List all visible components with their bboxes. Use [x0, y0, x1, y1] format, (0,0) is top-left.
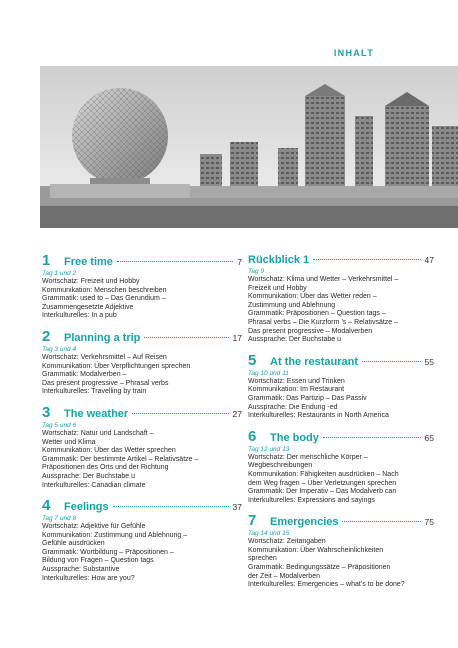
dot-leader — [313, 259, 420, 260]
topic-line: Aussprache: Der Buchstabe u — [248, 336, 341, 344]
toc-entry[interactable] — [248, 514, 434, 590]
chapter-title: Planning a trip — [64, 331, 141, 344]
topic-line: Kommunikation: Zustimmung und Ablehnung – — [42, 531, 188, 539]
topic-line: Grammatik: Präpositionen – Question tags – — [248, 310, 386, 318]
chapter-title: Free time — [64, 256, 113, 268]
chapter-title: Feelings — [64, 501, 109, 514]
topic-line: Interkulturelles: Restaurants in North America — [248, 412, 389, 420]
topic-line: Kommunikation: Über Verpflichtungen sprechen — [42, 362, 191, 370]
topic-line: Grammatik: Der bestimmte Artikel – Relativsätze – — [42, 455, 199, 463]
toc-entry-title-row[interactable] — [248, 514, 434, 529]
chapter-number: 3 — [42, 403, 51, 421]
topic-line: Interkulturelles: Emergencies – what’s to be done? — [248, 581, 405, 589]
page-number: 75 — [424, 517, 434, 528]
dot-leader — [117, 261, 233, 262]
topic-line: Kommunikation: Menschen beschreiben — [42, 286, 167, 294]
toc-entry-title-row[interactable] — [42, 327, 242, 345]
topic-line: Grammatik: Das Partizip – Das Passiv — [248, 394, 367, 402]
topic-line: Interkulturelles: Travelling by train — [42, 388, 147, 396]
topic-line: Wortschatz: Der menschliche Körper – — [248, 453, 368, 461]
topic-line: Aussprache: Der Buchstabe u — [42, 472, 135, 480]
toc-entry[interactable] — [248, 427, 434, 506]
topic-line: Das present progressive – Modalverben — [248, 327, 373, 335]
topic-line: Wetter und Klima — [42, 438, 96, 446]
topic-line: Wortschatz: Verkehrsmittel – Auf Reisen — [42, 353, 167, 361]
toc-right-column — [248, 254, 434, 599]
dot-leader — [144, 337, 228, 338]
page-number: 27 — [232, 408, 242, 419]
toc-entry-title-row[interactable] — [42, 499, 242, 514]
topic-line: dem Weg fragen – Über Verletzungen sprechen — [248, 479, 397, 487]
page-number: 37 — [232, 502, 242, 513]
topic-line: Kommunikation: Über das Wetter reden – — [248, 293, 377, 301]
dot-leader — [132, 413, 228, 414]
chapter-number: 4 — [42, 497, 51, 515]
chapter-title: Rückblick 1 — [248, 254, 310, 266]
day-tag: Tag 10 und 11 — [248, 369, 289, 377]
chapter-title: Emergencies — [270, 516, 339, 529]
chapter-title: At the restaurant — [270, 355, 359, 368]
dot-leader — [362, 361, 421, 362]
topic-line: Freizeit und Hobby — [248, 284, 307, 292]
topic-line: Kommunikation: Im Restaurant — [248, 386, 345, 394]
page-number: 55 — [424, 356, 434, 367]
toc-entry-title-row[interactable] — [42, 254, 242, 269]
toc-entry[interactable] — [248, 351, 434, 421]
topic-line: Grammatik: Modalverben – — [42, 371, 127, 379]
topic-line: Kommunikation: Über das Wetter sprechen — [42, 447, 176, 455]
topic-line: Kommunikation: Fähigkeiten ausdrücken – Nach — [248, 470, 399, 478]
toc-entry-title-row[interactable] — [248, 427, 434, 445]
topic-line: Wortschatz: Freizeit und Hobby — [42, 278, 140, 285]
topic-line: Grammatik: Wortbildung – Präpositionen – — [42, 548, 174, 556]
toc-entry[interactable] — [42, 327, 242, 397]
topic-line: sprechen — [248, 555, 277, 563]
toc-entry-title-row[interactable] — [248, 351, 434, 369]
chapter-title: The weather — [64, 407, 129, 420]
topic-line: Interkulturelles: How are you? — [42, 574, 135, 582]
day-tag: Tag 1 und 2 — [42, 270, 77, 277]
topic-line: Kommunikation: Über Wahrscheinlichkeiten — [248, 546, 384, 554]
topic-line: Wegbeschreibungen — [248, 462, 313, 470]
topic-line: Das present progressive – Phrasal verbs — [42, 379, 169, 387]
topic-line: Aussprache: Substantive — [42, 566, 120, 574]
toc-entry[interactable] — [42, 499, 242, 583]
page-title: INHALT — [333, 48, 374, 58]
city-skyline-photo — [40, 66, 458, 228]
topic-line: Wortschatz: Essen und Trinken — [248, 377, 345, 385]
topic-line: Zusammengesetzte Adjektive — [42, 303, 134, 311]
page-number: 17 — [232, 332, 242, 343]
page-number: 7 — [237, 257, 242, 267]
toc-entry[interactable] — [42, 403, 242, 490]
toc-entry[interactable] — [248, 254, 434, 345]
topic-line: Interkulturelles: In a pub — [42, 312, 117, 320]
topic-line: Grammatik: Bedingungssätze – Präpositionen — [248, 564, 391, 572]
toc-left-column — [42, 254, 242, 592]
toc-entry-title-row[interactable] — [248, 254, 434, 267]
day-tag: Tag 3 und 4 — [42, 345, 77, 353]
day-tag: Tag 7 und 8 — [42, 515, 77, 523]
chapter-number: 6 — [248, 427, 257, 445]
topic-line: Wortschatz: Adjektive für Gefühle — [42, 523, 146, 531]
dot-leader — [113, 506, 229, 507]
toc-entry-title-row[interactable] — [42, 403, 242, 421]
day-tag: Tag 12 und 13 — [248, 445, 290, 453]
topic-line: Bildung von Fragen – Question tags — [42, 557, 154, 565]
chapter-title: The body — [270, 431, 319, 444]
topic-line: Phrasal verbs – Die Kurzform ’s – Relativsätze – — [248, 318, 399, 326]
topic-line: Grammatik: used to – Das Gerundium – — [42, 295, 166, 303]
dot-leader — [323, 437, 421, 438]
page-number: 65 — [424, 432, 434, 443]
chapter-number: 1 — [42, 252, 51, 269]
day-tag: Tag 9 — [248, 268, 265, 275]
topic-line: Präpositionen des Orts und der Richtung — [42, 464, 169, 472]
dot-leader — [342, 521, 420, 522]
chapter-number: 2 — [42, 327, 51, 345]
chapter-number: 5 — [248, 351, 257, 369]
topic-line: der Zeit – Modalverben — [248, 572, 320, 580]
day-tag: Tag 14 und 15 — [248, 530, 290, 538]
topic-line: Interkulturelles: Canadian climate — [42, 481, 146, 489]
chapter-number: 7 — [248, 512, 257, 530]
topic-line: Grammatik: Der Imperativ – Das Modalverb can — [248, 488, 397, 496]
day-tag: Tag 5 und 6 — [42, 421, 77, 429]
topic-line: Wortschatz: Klima und Wetter – Verkehrsmittel – — [248, 276, 399, 283]
topic-line: Wortschatz: Natur und Landschaft – — [42, 429, 154, 437]
topic-line: Gefühle ausdrücken — [42, 540, 105, 548]
page-number: 47 — [424, 255, 434, 265]
topic-line: Wortschatz: Zeitangaben — [248, 538, 326, 546]
topic-line: Zustimmung und Ablehnung — [248, 301, 336, 309]
topic-line: Interkulturelles: Expressions and sayings — [248, 496, 375, 504]
toc-entry[interactable] — [42, 254, 242, 321]
topic-line: Aussprache: Die Endung -ed — [248, 403, 338, 411]
